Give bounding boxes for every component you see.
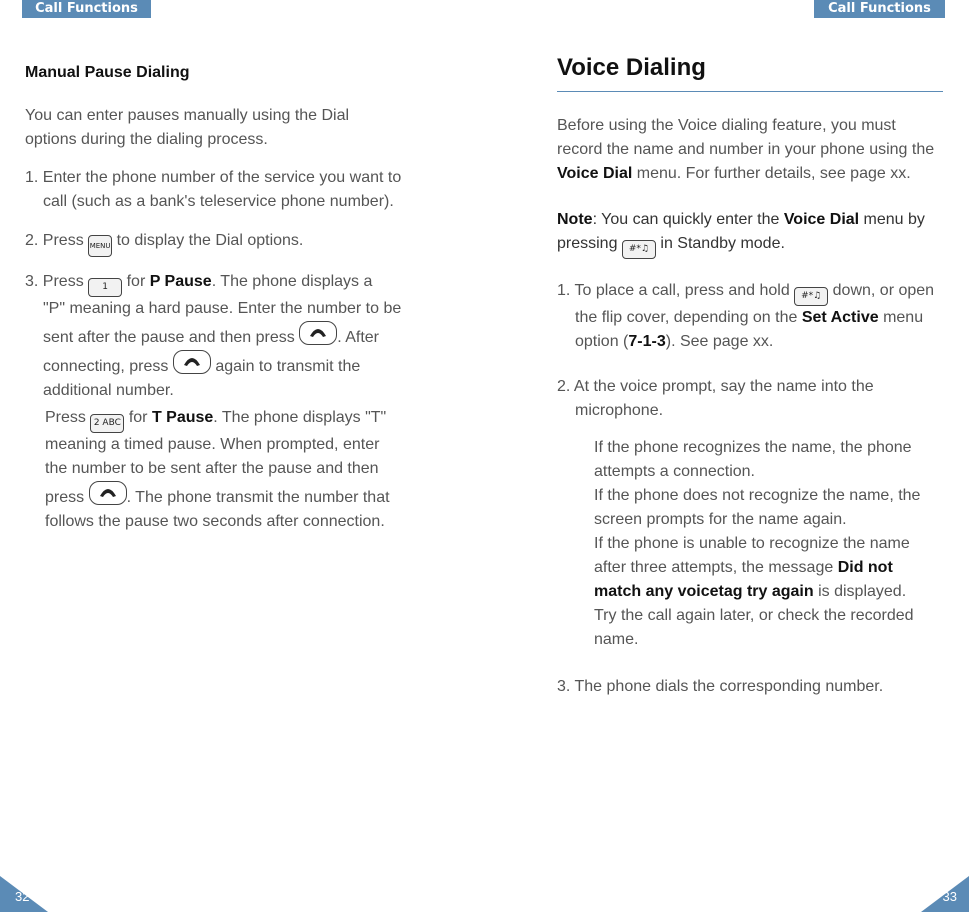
text-line: If the phone recognizes the name, the phone (594, 439, 912, 456)
set-active-label: Set Active (801, 309, 879, 326)
voice-key-icon: #*♫ (622, 240, 656, 259)
voice-dial-label: Voice Dial (557, 165, 633, 182)
text-line: attempts a connection. (594, 463, 755, 480)
section-tab-right: Call Functions (814, 0, 945, 18)
text-line: 1. Enter the phone number of the service you want to (25, 169, 402, 186)
voice-key-icon: #*♫ (794, 287, 828, 306)
right-step-1 (557, 279, 947, 354)
text-span: option ( (575, 333, 629, 350)
text-span: menu by (859, 211, 925, 228)
text-line: If the phone does not recognize the name, the (594, 487, 921, 504)
text-span: 3. Press (25, 273, 84, 290)
p-pause-label: P Pause (149, 273, 212, 290)
send-key-icon (89, 481, 127, 505)
text-span: sent after the pause and then press (43, 329, 295, 346)
text-span: menu. For further details, see page xx. (632, 165, 911, 182)
text-line: record the name and number in your phone using the (557, 141, 935, 158)
right-intro (557, 114, 947, 186)
text-line: meaning a timed pause. When prompted, enter (45, 436, 380, 453)
text-line: the number to be sent after the pause and then (45, 460, 379, 477)
text-span: . After (337, 329, 379, 346)
text-line: name. (594, 631, 639, 648)
error-message-label: Did not (837, 559, 893, 576)
text-span: to display the Dial options. (116, 232, 304, 249)
text-line: screen prompts for the name again. (594, 511, 847, 528)
text-span: : You can quickly enter the (592, 211, 784, 228)
right-step-3: 3. The phone dials the corresponding number. (557, 678, 884, 695)
right-bullets (594, 436, 949, 652)
menu-key-icon: MENU (88, 235, 112, 257)
left-t-pause (45, 406, 415, 534)
text-line: You can enter pauses manually using the Dial (25, 107, 350, 124)
text-span: in Standby mode. (660, 235, 785, 252)
text-line: "P" meaning a hard pause. Enter the number to be (43, 300, 402, 317)
key-1-icon: 1 (88, 278, 122, 297)
note (557, 208, 947, 259)
text-line: Try the call again later, or check the recorded (594, 607, 914, 624)
page-number-right: 33 (942, 889, 957, 904)
text-span: ). See page xx. (665, 333, 774, 350)
left-step-2 (25, 229, 420, 257)
left-intro (25, 104, 420, 152)
menu-code-label: 7-1-3 (628, 333, 666, 350)
error-message-label: match any voicetag try again (594, 583, 814, 600)
text-span: 1. To place a call, press and hold (557, 282, 790, 299)
key-2-icon: 2 ABC (90, 414, 124, 433)
text-span: after three attempts, the message (594, 559, 838, 576)
text-span: . The phone transmit the number that (126, 489, 390, 506)
text-line: Before using the Voice dialing feature, you must (557, 117, 896, 134)
text-span: Press (45, 409, 86, 426)
text-span: for (128, 409, 148, 426)
t-pause-label: T Pause (151, 409, 214, 426)
text-span: . The phone displays a (211, 273, 373, 290)
text-line: additional number. (43, 382, 174, 399)
text-span: press (45, 489, 85, 506)
text-line: 2. At the voice prompt, say the name into the (557, 378, 874, 395)
text-span: down, or open (832, 282, 935, 299)
left-step-1 (25, 166, 420, 214)
voice-dial-label: Voice Dial (783, 211, 860, 228)
text-span: for (126, 273, 146, 290)
title-divider (557, 91, 943, 92)
page-number-left: 32 (15, 889, 30, 904)
right-step-2 (557, 375, 947, 423)
text-line: If the phone is unable to recognize the name (594, 535, 910, 552)
text-span: . The phone displays "T" (213, 409, 387, 426)
text-span: is displayed. (813, 583, 907, 600)
note-label: Note (557, 211, 593, 228)
page-title: Voice Dialing (557, 54, 706, 81)
send-key-icon (299, 321, 337, 345)
text-line: options during the dialing process. (25, 131, 268, 148)
text-span: connecting, press (43, 358, 169, 375)
text-line: follows the pause two seconds after connection. (45, 513, 385, 530)
section-tab-left: Call Functions (22, 0, 151, 18)
send-key-icon (173, 350, 211, 374)
text-span: menu (878, 309, 924, 326)
text-span: the flip cover, depending on the (575, 309, 802, 326)
text-line: microphone. (575, 402, 664, 419)
text-span: 2. Press (25, 232, 84, 249)
text-line: call (such as a bank's teleservice phone number). (43, 193, 394, 210)
left-heading: Manual Pause Dialing (25, 64, 190, 81)
left-step-3 (25, 270, 420, 403)
text-span: again to transmit the (215, 358, 361, 375)
text-span: pressing (557, 235, 618, 252)
